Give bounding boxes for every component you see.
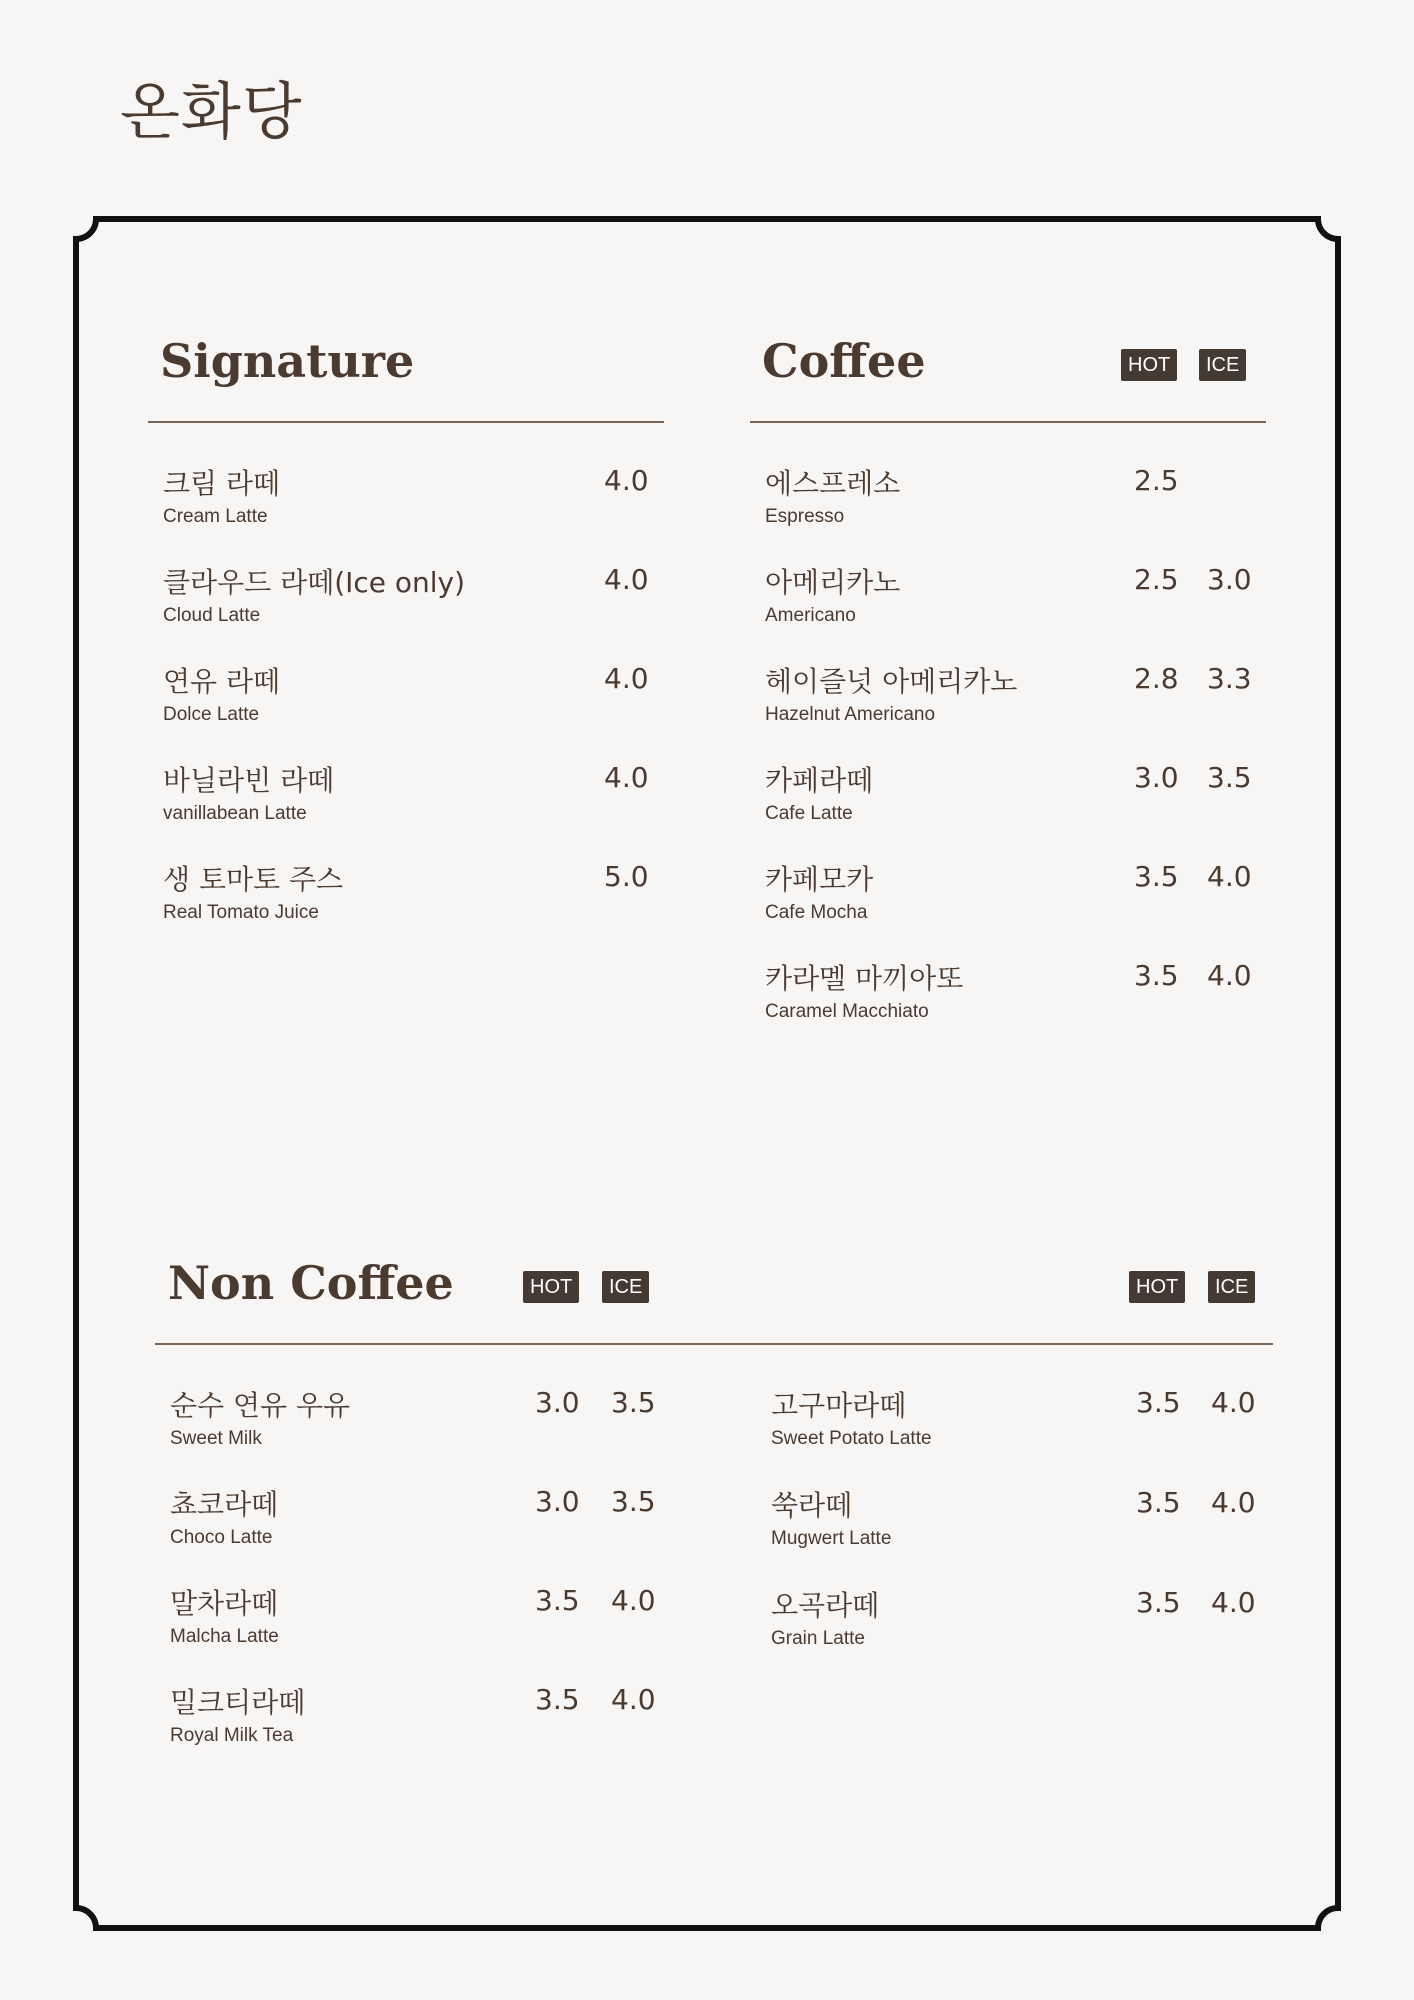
item-name-english: Sweet Milk [170, 1428, 262, 1449]
menu-item [771, 1484, 1271, 1574]
item-name-korean: 오곡라떼 [771, 1589, 880, 1622]
item-price-hot: 2.5 [1134, 464, 1179, 497]
item-name-english: Hazelnut Americano [765, 704, 936, 725]
item-price-ice: 4.0 [1211, 1586, 1256, 1619]
item-price-hot: 3.0 [1134, 761, 1179, 794]
item-name-english: Grain Latte [771, 1628, 865, 1649]
item-name-english: Malcha Latte [170, 1626, 279, 1647]
item-price-ice: 4.0 [611, 1683, 656, 1716]
item-price-ice: 4.0 [1207, 959, 1252, 992]
item-name-korean: 바닐라빈 라떼 [163, 764, 335, 797]
menu-item [163, 462, 663, 552]
item-name-english: Choco Latte [170, 1527, 273, 1548]
item-name-korean: 에스프레소 [765, 467, 901, 500]
item-name-korean: 카페라떼 [765, 764, 874, 797]
item-name-korean: 쑥라떼 [771, 1489, 853, 1522]
item-price-hot: 3.5 [535, 1683, 580, 1716]
menu-item [163, 660, 663, 750]
item-name-english: Espresso [765, 506, 845, 527]
noncoffee-right-hot-badge: HOT [1129, 1271, 1185, 1303]
item-price-hot: 2.8 [1134, 662, 1179, 695]
item-price-hot: 2.5 [1134, 563, 1179, 596]
item-price: 4.0 [604, 761, 649, 794]
item-name-korean: 순수 연유 우유 [170, 1389, 351, 1422]
item-price-ice: 3.0 [1207, 563, 1252, 596]
item-name-korean: 연유 라떼 [163, 665, 281, 698]
item-price-ice: 4.0 [1211, 1386, 1256, 1419]
item-price-hot: 3.5 [535, 1584, 580, 1617]
item-price-ice: 3.5 [611, 1485, 656, 1518]
item-name-korean: 크림 라떼 [163, 467, 281, 500]
item-name-korean: 고구마라떼 [771, 1389, 907, 1422]
coffee-divider [750, 421, 1266, 423]
item-name-korean: 아메리카노 [765, 566, 901, 599]
item-price: 4.0 [604, 563, 649, 596]
item-price-hot: 3.5 [1134, 860, 1179, 893]
menu-item [170, 1681, 670, 1771]
menu-item [170, 1384, 670, 1474]
item-name-english: vanillabean Latte [163, 803, 307, 824]
item-name-korean: 말차라떼 [170, 1587, 279, 1620]
menu-item [765, 858, 1265, 948]
signature-divider [148, 421, 664, 423]
item-name-english: Royal Milk Tea [170, 1725, 294, 1746]
menu-item [170, 1582, 670, 1672]
item-price-ice: 3.5 [611, 1386, 656, 1419]
menu-item [765, 561, 1265, 651]
menu-item [163, 561, 663, 651]
item-name-korean: 헤이즐넛 아메리카노 [765, 665, 1018, 698]
item-price-hot: 3.5 [1136, 1386, 1181, 1419]
item-name-korean: 쵸코라떼 [170, 1488, 279, 1521]
item-price-hot: 3.5 [1136, 1586, 1181, 1619]
item-name-english: Cafe Mocha [765, 902, 868, 923]
menu-item [765, 462, 1265, 552]
item-name-english: Sweet Potato Latte [771, 1428, 932, 1449]
item-name-english: Cafe Latte [765, 803, 853, 824]
noncoffee-divider [155, 1343, 1273, 1345]
item-name-english: Cloud Latte [163, 605, 261, 626]
menu-item [765, 759, 1265, 849]
item-price-hot: 3.5 [1134, 959, 1179, 992]
noncoffee-right-ice-badge: ICE [1208, 1271, 1255, 1303]
coffee-ice-badge: ICE [1199, 349, 1246, 381]
menu-item [771, 1584, 1271, 1674]
menu-item [771, 1384, 1271, 1474]
menu-item [163, 759, 663, 849]
item-price-hot: 3.5 [1136, 1486, 1181, 1519]
noncoffee-left-hot-badge: HOT [523, 1271, 579, 1303]
item-price-ice: 4.0 [1211, 1486, 1256, 1519]
item-name-korean: 카페모카 [765, 863, 874, 896]
item-price: 4.0 [604, 464, 649, 497]
brand-name: 온화당 [120, 75, 303, 148]
signature-title: Signature [160, 334, 415, 388]
item-price-ice: 4.0 [611, 1584, 656, 1617]
item-price: 5.0 [604, 860, 649, 893]
noncoffee-left-ice-badge: ICE [602, 1271, 649, 1303]
item-price-ice: 4.0 [1207, 860, 1252, 893]
item-price: 4.0 [604, 662, 649, 695]
item-price-hot: 3.0 [535, 1485, 580, 1518]
coffee-hot-badge: HOT [1121, 349, 1177, 381]
coffee-title: Coffee [762, 334, 926, 388]
item-name-english: Caramel Macchiato [765, 1001, 929, 1022]
item-name-english: Real Tomato Juice [163, 902, 319, 923]
item-name-korean: 클라우드 라떼(Ice only) [163, 566, 466, 599]
item-name-english: Americano [765, 605, 856, 626]
item-price-ice: 3.3 [1207, 662, 1252, 695]
item-name-korean: 카라멜 마끼아또 [765, 962, 964, 995]
item-price-ice: 3.5 [1207, 761, 1252, 794]
menu-item [765, 660, 1265, 750]
item-name-korean: 생 토마토 주스 [163, 863, 344, 896]
noncoffee-title: Non Coffee [168, 1256, 454, 1310]
item-price-hot: 3.0 [535, 1386, 580, 1419]
item-name-english: Cream Latte [163, 506, 268, 527]
menu-item [163, 858, 663, 948]
item-name-english: Mugwert Latte [771, 1528, 892, 1549]
item-name-korean: 밀크티라떼 [170, 1686, 306, 1719]
menu-item [765, 957, 1265, 1047]
item-name-english: Dolce Latte [163, 704, 260, 725]
menu-item [170, 1483, 670, 1573]
